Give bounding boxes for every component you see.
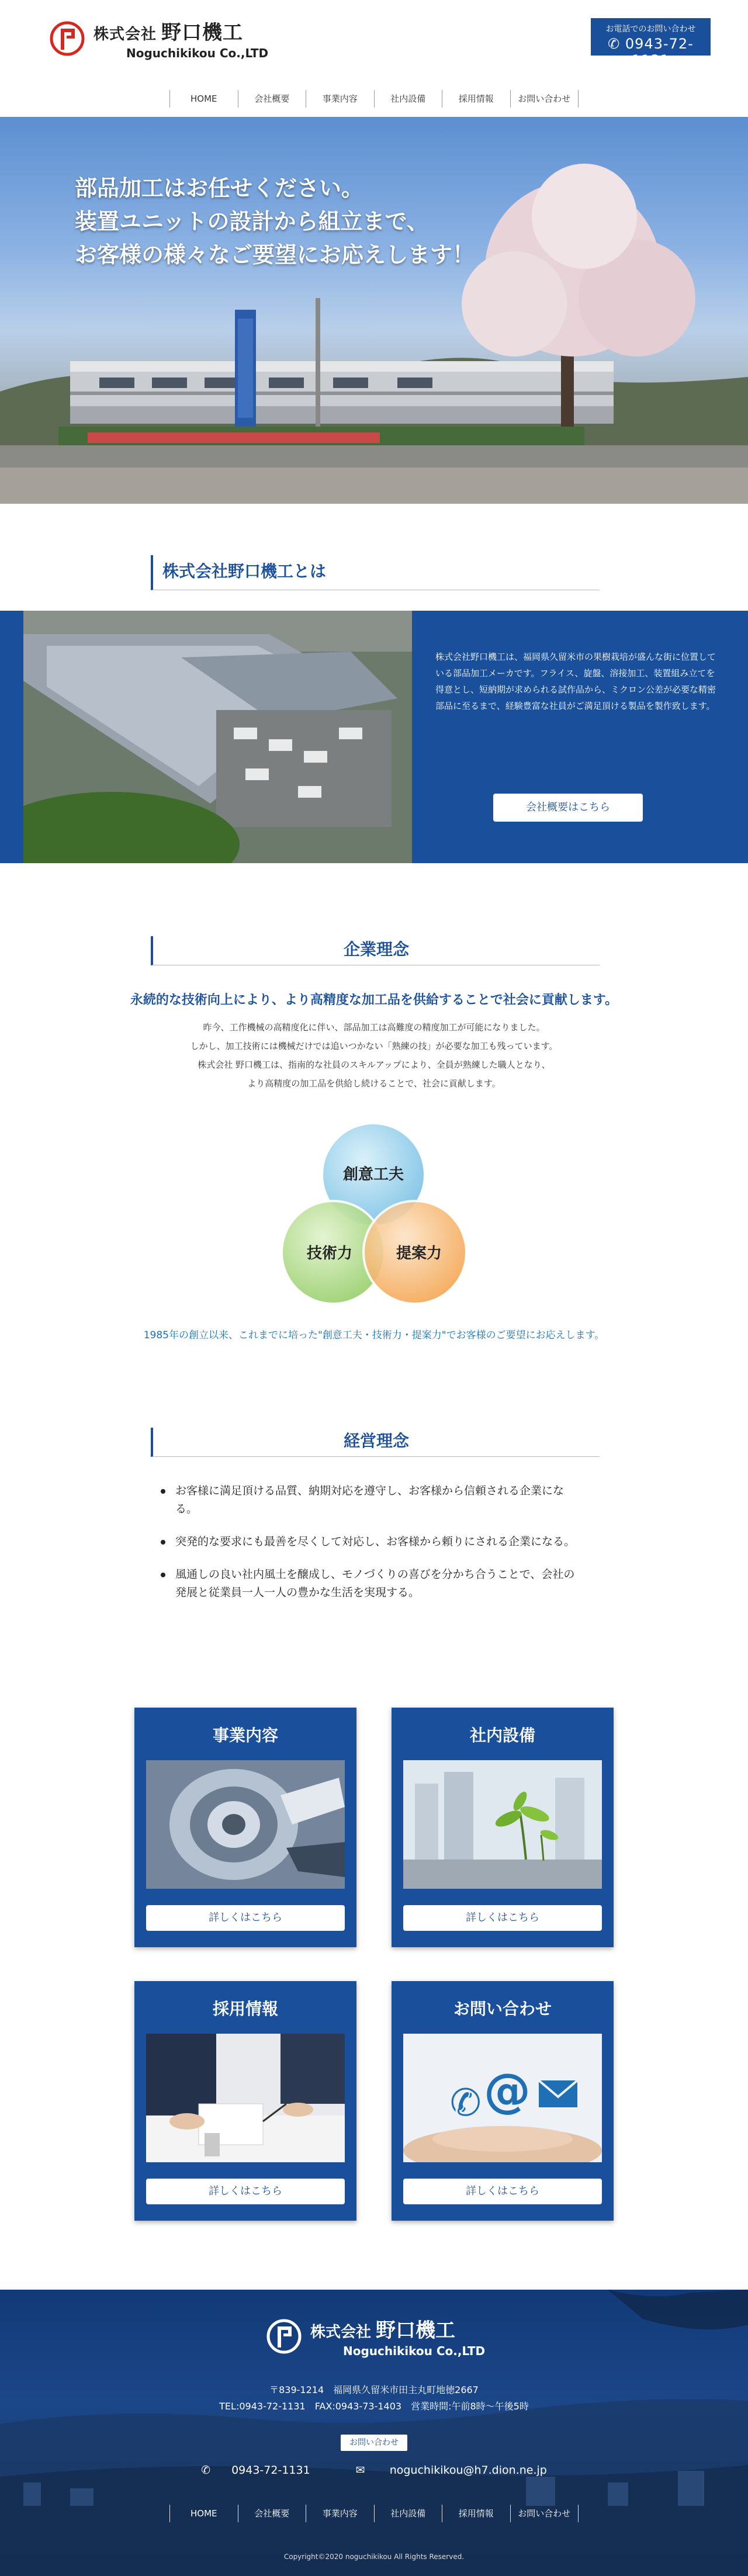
management-list [161,1482,581,1616]
about-description: 株式会社野口機工は、福岡県久留米市の果樹栽培が盛んな街に位置している部品加工メーカです。フライス、旋盤、溶接加工、装置組み立てを得意とし、短納期が求められる試作品から、ミクロン公差が必要な精密部品に至るまで、経験豊富な社員がご満足頂ける製品を製作致します。 [435,652,716,711]
mail-icon: ✉ [355,2464,369,2477]
philosophy-lead: 永続的な技術向上により、より高精度な加工品を供給することで社会に貢献します。 [130,993,618,1007]
nav-equipment[interactable]: 社内設備 [375,90,443,108]
company-prefix: 株式会社 [94,26,157,43]
footer-address-block [0,2382,748,2415]
nav-recruit[interactable]: 採用情報 [442,90,511,108]
venn-label-creativity: 創意工夫 [342,1166,404,1183]
nav-home[interactable]: HOME [170,90,238,108]
svg-text:@: @ [484,2063,531,2118]
site-header [0,0,748,117]
seedling-photo [403,1760,602,1889]
card-contact-title: お問い合わせ [453,1999,552,2018]
card-equipment [392,1708,614,1947]
phone-icon: ✆ [608,36,621,52]
hero-line-2: 装置ユニットの設計から組立まで、 [75,209,429,234]
factory-aerial-photo [23,611,412,863]
philosophy-body [0,1018,748,1093]
company-name-en: Noguchikikou Co.,LTD [126,46,269,60]
footer-nav [169,2505,579,2522]
about-heading [151,555,600,590]
footer-nav-contact[interactable]: お問い合わせ [511,2505,579,2522]
venn-label-skill: 技術力 [306,1245,353,1262]
about-title: 株式会社野口機工とは [162,562,327,581]
company-name: 野口機工 [161,21,244,44]
footer-nav-company[interactable]: 会社概要 [238,2505,307,2522]
management-heading [151,1428,600,1457]
philosophy-line-3: 株式会社 野口機工は、指南的な社員のスキルアップにより、全員が熟練した職人となり、 [198,1060,550,1070]
philosophy-line-2: しかし、加工技術には機械だけでは追いつかない「熟練の技」が必要な加工も残っています。 [190,1041,558,1051]
philosophy-title: 企業理念 [343,940,409,959]
management-item: 風通しの良い社内風土を醸成し、モノづくりの喜びを分かち合うことで、会社の発展と従業員一人一人の豊かな生活を実現する。 [161,1566,581,1602]
svg-text:✆: ✆ [450,2082,482,2125]
card-business-button[interactable]: 詳しくはこちら [146,1905,345,1931]
tel-label: お電話でのお問い合わせ [605,25,696,34]
footer-company-prefix: 株式会社 [310,2324,372,2341]
venn-diagram [277,1121,470,1308]
footer-company-name-en: Noguchikikou Co.,LTD [343,2344,486,2358]
card-business-title: 事業内容 [212,1726,278,1745]
footer-contacts [0,2464,748,2477]
footer-logo-mark-icon [266,2318,302,2355]
card-contact [392,1981,614,2221]
site-footer [0,2290,748,2576]
footer-tel-fax: TEL:0943-72-1131 FAX:0943-73-1403 営業時間:午前8時〜午後5時 [219,2401,529,2412]
company-overview-button[interactable]: 会社概要はこちら [493,794,643,822]
footer-phone-link[interactable] [191,2464,321,2477]
contact-hands-photo [403,2034,602,2162]
card-recruit-title: 採用情報 [212,1999,278,2018]
logo-mark-icon [49,20,85,57]
footer-address: 〒839-1214 福岡県久留米市田主丸町地徳2667 [269,2384,479,2395]
management-item: 突発的な要求にも最善を尽くして対応し、お客様から頼りにされる企業になる。 [161,1533,581,1551]
lathe-photo [146,1760,345,1889]
phone-icon: ✆ [201,2464,211,2477]
nav-company[interactable]: 会社概要 [238,90,307,108]
philosophy-heading [151,936,600,965]
tel-number: 0943-72-1131 [625,36,694,68]
footer-logo[interactable] [266,2314,485,2358]
footer-company-name: 野口機工 [376,2319,456,2342]
card-contact-button[interactable]: 詳しくはこちら [403,2179,602,2204]
hero-banner [0,117,748,504]
card-equipment-button[interactable]: 詳しくはこちら [403,1905,602,1931]
footer-nav-home[interactable]: HOME [170,2505,238,2522]
footer-phone: 0943-72-1131 [231,2464,310,2477]
hero-headline [75,172,475,272]
footer-nav-business[interactable]: 事業内容 [306,2505,375,2522]
hero-line-1: 部品加工はお任せください。 [75,175,364,201]
footer-email-link[interactable] [345,2464,557,2477]
interview-photo [146,2034,345,2162]
card-recruit-button[interactable]: 詳しくはこちら [146,2179,345,2204]
site-logo[interactable] [49,16,268,60]
header-tel-box[interactable] [591,18,711,68]
nav-contact[interactable]: お問い合わせ [511,90,579,108]
philosophy-footnote: 1985年の創立以来、これまでに培った"創意工夫・技術力・提案力"でお客様のご要望にお応えします。 [143,1329,605,1341]
hero-line-3: お客様の様々なご要望にお応えします！ [75,242,475,268]
copyright: Copyright©2020 noguchikikou All Rights Reserved. [283,2553,465,2561]
management-title: 経営理念 [343,1431,409,1450]
philosophy-line-1: 昨今、工作機械の高精度化に伴い、部品加工は高難度の精度加工が可能になりました。 [203,1022,545,1033]
footer-contact-badge: お問い合わせ [341,2435,407,2451]
venn-label-proposal: 提案力 [396,1245,442,1262]
footer-email: noguchikikou@h7.dion.ne.jp [389,2464,547,2477]
main-nav [169,90,579,108]
card-recruit [134,1981,356,2221]
philosophy-line-4: より高精度の加工品を供給し続けることで、社会に貢献します。 [247,1078,501,1089]
nav-business[interactable]: 事業内容 [306,90,375,108]
management-item: お客様に満足頂ける品質、納期対応を遵守し、お客様から信頼される企業になる。 [161,1482,581,1518]
card-equipment-title: 社内設備 [469,1726,535,1745]
card-business [134,1708,356,1947]
footer-nav-equipment[interactable]: 社内設備 [375,2505,443,2522]
footer-nav-recruit[interactable]: 採用情報 [442,2505,511,2522]
